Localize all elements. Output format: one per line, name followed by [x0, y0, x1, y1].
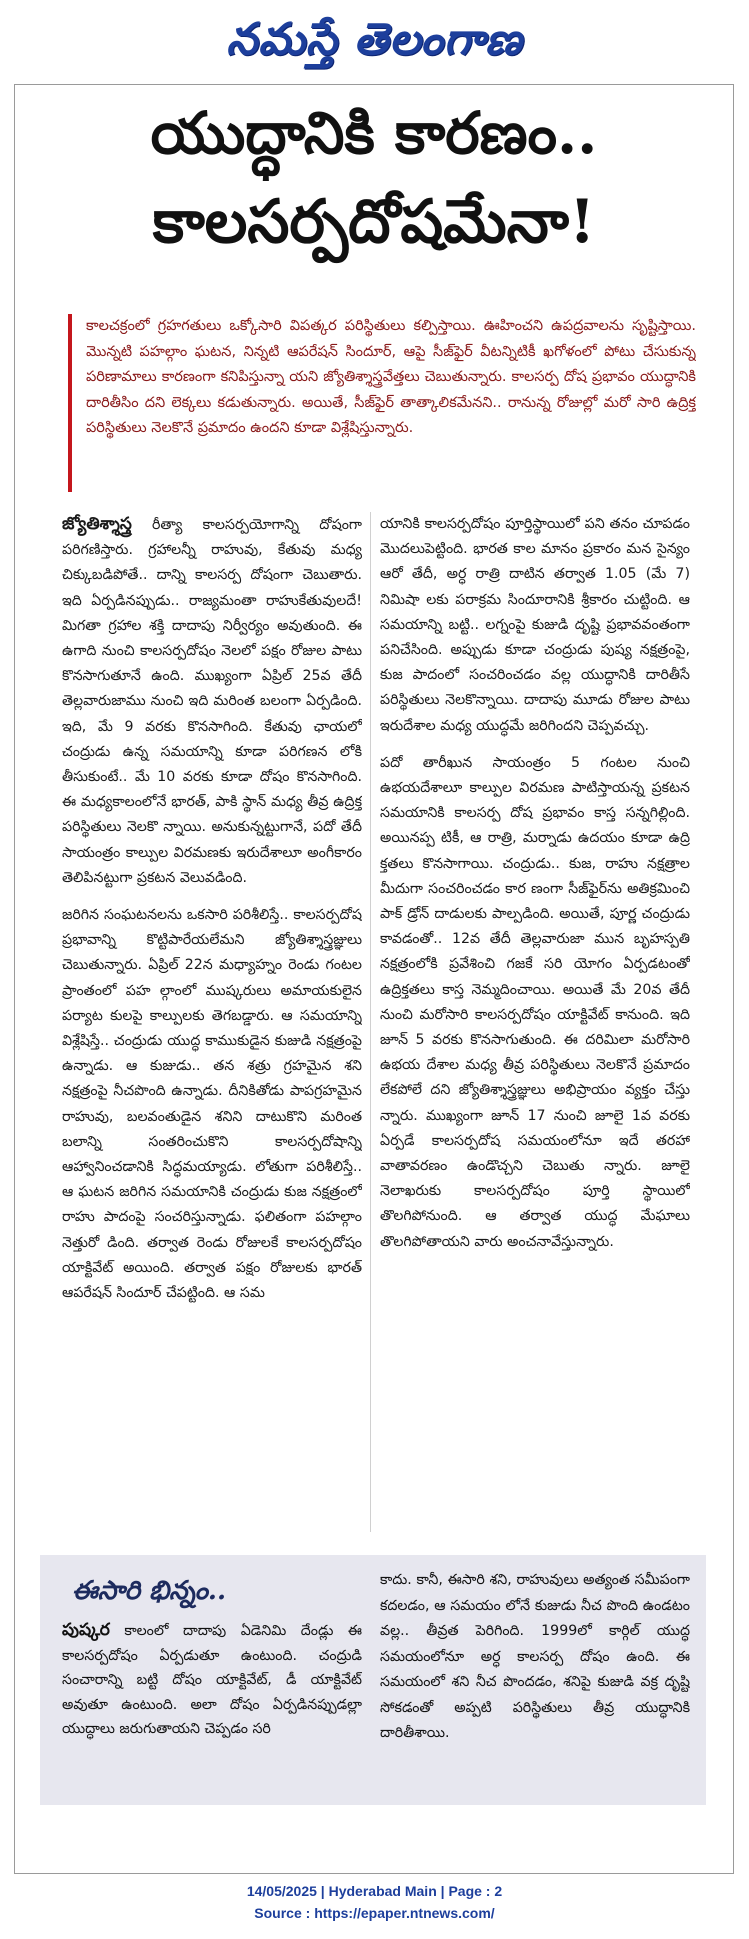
newspaper-logo: నమస్తే తెలంగాణ	[226, 14, 523, 65]
sidebar-box-left-rest: కాలంలో దాదాపు ఏడెనిమి దేండ్లు ఈ కాలసర్పదోషం ఏర్పడుతూ ఉంటుంది. చంద్రుడి సంచారాన్ని బట్టి దోషం యాక్టివేట్, డీ యాక్టివేట్ అవుతూ ఉంటుంది. అలా దోషం ఏర్పడినప్పుడల్లా యుద్ధాలు జరుగుతాయని చెప్పడం సరి	[62, 1623, 362, 1737]
lead-paragraph: కాలచక్రంలో గ్రహగతులు ఒక్కోసారి విపత్కర పరిస్థితులు కల్పిస్తాయి. ఊహించని ఉపద్రవాలను సృష్టిస్తాయి. మొన్నటి పహల్గాం ఘటన, నిన్నటి ఆపరేషన్ సిందూర్, ఆపై సీజ్‌ఫైర్ వీటన్నిటికీ ఖగోళంలో పోటు చేసుకున్న పరిణామాలు కారణంగా కనిపిస్తున్నా యని జ్యోతిశ్శాస్త్రవేత్తలు చెబుతున్నారు. కాలసర్ప దోష ప్రభావం యుద్ధానికి దారితీసిం దని లెక్కలు కడుతున్నారు. అయితే, సీజ్‌ఫైర్ తాత్కాలికమేనని.. రానున్న రోజుల్లో మరో సారి ఉద్రిక్త పరిస్థితులు నెలకొనే ప్రమాదం ఉందని కూడా విశ్లేషిస్తున్నారు.	[68, 314, 696, 492]
sidebar-box-dropword: పుష్కర	[62, 1620, 110, 1640]
masthead	[0, 4, 749, 76]
headline-line-1: యుద్ధానికి కారణం..	[150, 99, 598, 167]
right-paragraph-1: యానికి కాలసర్పదోషం పూర్తిస్థాయిలో పని తనం చూపడం మొదలుపెట్టింది. భారత కాల మానం ప్రకారం మన సైన్యం ఆరో తేదీ, అర్ధ రాత్రి దాటిన తర్వాత 1.05 (మే 7) నిమిషా లకు పరాక్రమ సిందూరానికి శ్రీకారం చుట్టింది. ఆ సమయాన్ని బట్టి.. లగ్నంపై కుజుడి దృష్టి ప్రభావవంతంగా పనిచేసింది. అప్పుడు కూడా చంద్రుడు పుష్య నక్షత్రంపై, కుజ పాదంలో సంచరించడం వల్ల యుద్ధానికి దారితీసే పరిస్థితులు నెలకొన్నాయి. దాదాపు మూడు రోజుల పాటు ఇరుదేశాల మధ్య యుద్ధమే జరిగిందని చెప్పవచ్చు.	[380, 516, 690, 734]
right-paragraph-2: పదో తారీఖున సాయంత్రం 5 గంటల నుంచి ఉభయదేశాలూ కాల్పుల విరమణ పాటిస్తాయన్న ప్రకటన సమయానికి కాలసర్ప దోష ప్రభావం కాస్త సన్నగిల్లింది. అయినప్ప టికీ, ఆ రాత్రి, మర్నాడు ఉదయం కూడా ఉద్రి క్తతలు కొనసాగాయి. చంద్రుడు.. కుజ, రాహు నక్షత్రాల మీదుగా సంచరించడం కార ణంగా సీజ్‌ఫైర్‌ను అతిక్రమించి పాక్ డ్రోన్ దాడులకు పాల్పడింది. అయితే, పూర్ణ చంద్రుడు కావడంతో.. 12వ తేదీ తెల్లవారుజా మున బృహస్పతి నక్షత్రంలోకి ప్రవేశించి గజకే సరి యోగం ఏర్పడటంతో ఉద్రిక్తతలు కాస్త నెమ్మదించాయి. అయితే మే 20వ తేదీ నుంచి మరోసారి కాలసర్పదోషం యాక్టివేట్ కానుంది. ఇది జూన్ 5 వరకు కొనసాగుతుంది. ఈ దరిమిలా మరోసారి ఉభయ దేశాల మధ్య తీవ్ర పరిస్థితులు నెలకొనే ప్రమాదం లేకపోలే దని జ్యోతిశ్శాస్త్రజ్ఞులు అభిప్రాయం వ్యక్తం చేస్తు న్నారు. ముఖ్యంగా జూన్ 17 నుంచి జూలై 1వ వరకు ఏర్పడే కాలసర్పదోష సమయంలోనూ ఇదే తరహా వాతావరణం ఉండొచ్చని చెబుతు న్నారు. జూలై నెలాఖరుకు కాలసర్పదోషం పూర్తి స్థాయిలో తొలగిపోనుంది. ఆ తర్వాత యుద్ధ మేఘాలు తొలగిపోతాయని వారు అంచనావేస్తున్నారు.	[380, 754, 690, 1250]
footer-source: Source : https://epaper.ntnews.com/	[254, 1905, 495, 1921]
sidebar-box-left-text	[62, 1618, 362, 1794]
left-paragraph-2: జరిగిన సంఘటనలను ఒకసారి పరిశీలిస్తే.. కాలసర్పదోష ప్రభావాన్ని కొట్టిపారేయలేమని జ్యోతిశ్శాస్త్రజ్ఞులు చెబుతున్నారు. ఏప్రిల్ 22న మధ్యాహ్నం రెండు గంటల ప్రాంతంలో పహ ల్గాంలో ముష్కరులు అమాయకులైన పర్యాట కులపై కాల్పులకు తెగబడ్డారు. ఆ సమయాన్ని విశ్లేషిస్తే.. చంద్రుడు యుద్ధ కాముకుడైన కుజుడి నక్షత్రంపై ఉన్నాడు. ఆ కుజుడు.. తన శత్రు గ్రహమైన శని నక్షత్రంపై నీచపొంది ఉన్నాడు. దీనికితోడు పాపగ్రహమైన రాహువు, బలవంతుడైన శనిని దాటుకొని మరింత బలాన్ని సంతరించుకొని కాలసర్పదోషాన్ని ఆహ్వానించడానికి సిద్ధమయ్యాడు. లోతుగా పరిశీలిస్తే.. ఆ ఘటన జరిగిన సమయానికి చంద్రుడు కుజ నక్షత్రంలో రాహు పాదంపై సంచరిస్తున్నాడు. ఫలితంగా పహల్గాం నెత్తురో డింది. తర్వాత రెండు రోజులకే కాలసర్పదోషం యాక్టివేట్ అయింది. తర్వాత పక్షం రోజులకు భారత్ ఆపరేషన్ సిందూర్ చేపట్టింది. ఆ సమ	[62, 907, 362, 1302]
footer-edition-info: 14/05/2025 | Hyderabad Main | Page : 2	[246, 1883, 503, 1899]
column-divider	[370, 512, 371, 1532]
sidebar-box-title: ఈసారి భిన్నం..	[72, 1576, 227, 1606]
footer	[0, 1880, 749, 1924]
headline-line-2: కాలసర్పదోషమేనా!	[152, 187, 596, 257]
left-paragraph-1	[62, 512, 362, 891]
right-column	[380, 512, 690, 1542]
left-column	[62, 512, 362, 1532]
sidebar-box-right-text: కాదు. కానీ, ఈసారి శని, రాహువులు అత్యంత సమీపంగా కదలడం, ఆ సమయం లోనే కుజుడు నీచ పొంది ఉండటం వల్ల.. తీవ్రత పెరిగింది. 1999లో కార్గిల్ యుద్ధ సమయంలోనూ అర్ధ కాలసర్ప దోషం ఉంది. ఈ సమయంలో శని నీచ పొందడం, శనిపై కుజుడి వక్ర దృష్టి సోకడంతో అప్పటి పరిస్థితులు తీవ్ర యుద్ధానికి దారితీశాయి.	[380, 1572, 690, 1741]
headline	[16, 90, 732, 268]
left-dropword: జ్యోతిశ్శాస్త్ర	[62, 514, 132, 534]
left-paragraph-1-text: రీత్యా కాలసర్పయోగాన్ని దోషంగా పరిగణిస్తారు. గ్రహాలన్నీ రాహువు, కేతువు మధ్య చిక్కుబడిపోతే.. దాన్ని కాలసర్ప దోషంగా చెబుతారు. ఇది ఏర్పడినప్పుడు.. రాజ్యమంతా రాహుకేతువులదే! మిగతా గ్రహాల శక్తి దాదాపు నిర్వీర్యం అవుతుంది. ఈ ఉగాది నుంచి కాలసర్పదోషం నెలలో పక్షం రోజుల పాటు కొనసాగుతూనే ఉంది. ముఖ్యంగా ఏప్రిల్ 25వ తేదీ తెల్లవారుజాము నుంచి ఇది మరింత బలంగా ఏర్పడింది. ఇది, మే 9 వరకు కొనసాగింది. కేతువు ఛాయలో చంద్రుడు ఉన్న సమయాన్ని కూడా పరిగణన లోకి తీసుకుంటే.. మే 10 వరకు కూడా దోషం కొనసాగింది. ఈ మధ్యకాలంలోనే భారత్, పాకి స్థాన్ మధ్య తీవ్ర ఉద్రిక్త పరిస్థితులు నెలకొ న్నాయి. అనుకున్నట్టుగానే, పదో తేదీ సాయంత్రం కాల్పుల విరమణకు ఇరుదేశాలూ అంగీకారం తెలిపినట్టుగా ప్రకటన వెలువడింది.	[62, 517, 362, 886]
